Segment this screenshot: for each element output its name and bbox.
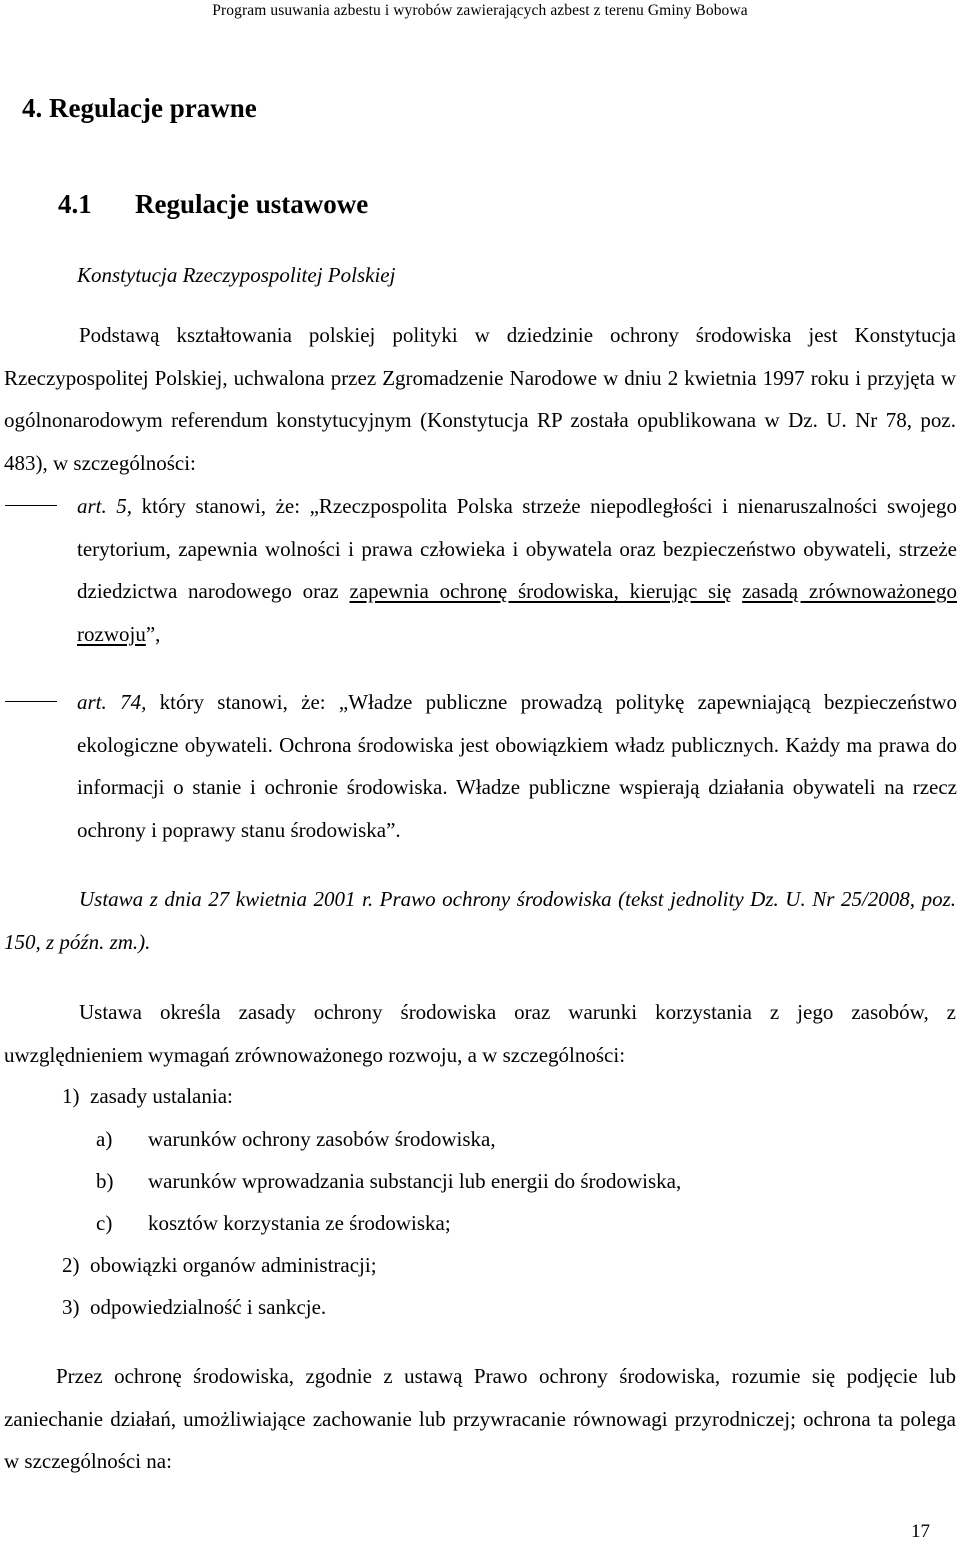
list-dash — [5, 505, 57, 506]
definition-text: Przez ochronę środowiska, zgodnie z ustawą Prawo ochrony środowiska, rozumie się podjęcie lub zaniechanie działań, umożliwiające zachowanie lub przywracanie równowagi przyrodniczej; ochrona ta polega w szczególności na: — [4, 1364, 956, 1473]
list-subitem-text: kosztów korzystania ze środowiska; — [148, 1211, 451, 1235]
list-marker: 2) — [62, 1253, 80, 1277]
page-number: 17 — [911, 1521, 930, 1542]
list-subitem — [96, 1123, 496, 1155]
article-74-text — [77, 681, 957, 851]
list-marker: b) — [96, 1169, 114, 1193]
running-header: Program usuwania azbestu i wyrobów zawierających azbest z terenu Gminy Bobowa — [212, 2, 748, 19]
list-item — [62, 1249, 377, 1281]
article-5-body: który stanowi, że: „Rzeczpospolita Polska strzeże niepodległości i nienaruszalności swojego terytorium, zapewnia wolności i prawa człowieka i obywatela oraz bezpieczeństwo obywateli, strzeże dziedzictwa narodowego oraz — [77, 494, 957, 603]
article-5-space — [731, 579, 742, 603]
article-5-closing: ”, — [145, 621, 161, 646]
constitution-intro-text: Podstawą kształtowania polskiej polityki w dziedzinie ochrony środowiska jest Konstytucja Rzeczypospolitej Polskiej, uchwalona przez Zgromadzenie Narodowe w dniu 2 kwietnia 1997 roku i przyjęta w ogólnonarodowym referendum konstytucyjnym (Konstytucja RP została opublikowana w Dz. U. Nr 78, poz. 483), w szczególności: — [4, 323, 956, 475]
list-marker: a) — [96, 1127, 113, 1151]
constitution-intro-paragraph — [4, 314, 956, 484]
article-5-text — [77, 485, 957, 655]
section-heading — [58, 188, 368, 220]
environmental-law-intro-paragraph — [4, 991, 956, 1076]
list-subitem-text: warunków ochrony zasobów środowiska, — [148, 1127, 496, 1151]
article-5-underlined-2: zasadą zrównoważonego rozwoju — [77, 579, 957, 646]
article-74-label: art. 74, — [77, 690, 147, 714]
list-dash — [5, 701, 57, 702]
environmental-law-title: Ustawa z dnia 27 kwietnia 2001 r. Prawo ochrony środowiska (tekst jednolity Dz. U. Nr 25/2008, poz. 150, z późn. zm.). — [4, 887, 956, 954]
article-5-item — [77, 485, 957, 655]
environmental-law-title-block — [4, 878, 956, 963]
list-item — [62, 1291, 326, 1323]
article-74-body: który stanowi, że: „Władze publiczne prowadzą politykę zapewniającą bezpieczeństwo ekologiczne obywateli. Ochrona środowiska jest obowiązkiem władz publicznych. Każdy ma prawa do informacji o stanie i ochronie środowiska. Władze publiczne wspierają działania obywateli na rzecz ochrony i poprawy stanu środowiska”. — [77, 690, 957, 842]
article-5-underlined-1: zapewnia ochronę środowiska, kierując się — [349, 579, 732, 603]
definition-paragraph — [4, 1355, 956, 1483]
section-number: 4.1 — [58, 189, 92, 219]
list-subitem — [96, 1165, 681, 1197]
list-marker: c) — [96, 1211, 113, 1235]
chapter-title: 4. Regulacje prawne — [22, 93, 257, 123]
article-5-label: art. 5, — [77, 494, 133, 518]
list-item-text: zasady ustalania: — [90, 1084, 233, 1108]
environmental-law-intro: Ustawa określa zasady ochrony środowiska oraz warunki korzystania z jego zasobów, z uwzględnieniem wymagań zrównoważonego rozwoju, a w szczególności: — [4, 1000, 956, 1067]
list-subitem-text: warunków wprowadzania substancji lub energii do środowiska, — [148, 1169, 682, 1193]
article-74-item — [77, 681, 957, 851]
constitution-title: Konstytucja Rzeczypospolitej Polskiej — [77, 263, 396, 287]
list-marker: 1) — [62, 1084, 80, 1108]
list-item — [62, 1080, 233, 1112]
list-item-text: odpowiedzialność i sankcje. — [90, 1295, 327, 1319]
section-title: Regulacje ustawowe — [135, 189, 369, 219]
list-marker: 3) — [62, 1295, 80, 1319]
list-item-text: obowiązki organów administracji; — [90, 1253, 377, 1277]
list-subitem — [96, 1207, 451, 1239]
